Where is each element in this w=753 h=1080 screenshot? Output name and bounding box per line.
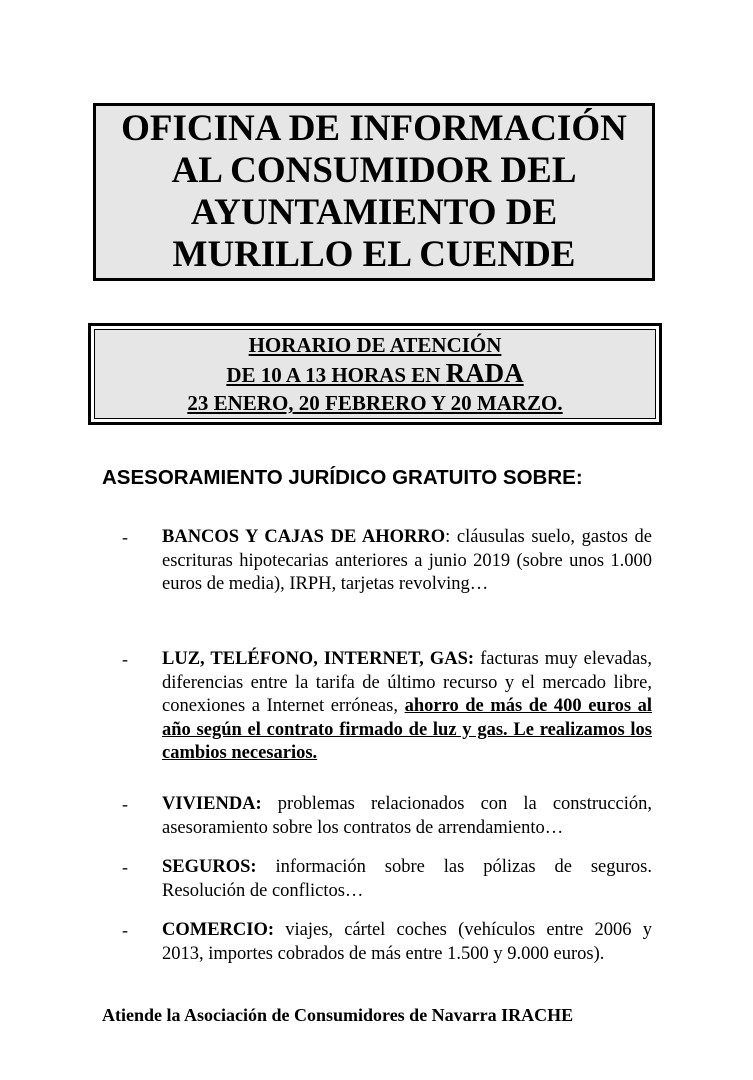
list-item-highlight: ahorro de más de 400 euros al año según el contrato firmado de luz y gas. Le realizamos los cambios necesarios. xyxy=(162,696,652,763)
list-item-insurance xyxy=(122,856,652,903)
list-item-housing xyxy=(122,793,652,840)
list-item-text xyxy=(162,793,652,840)
list-item-text xyxy=(162,648,652,766)
list-item-commerce xyxy=(122,919,652,966)
list-item-utilities xyxy=(122,648,652,766)
list-item-body: : cláusulas suelo, gastos de escrituras hipotecarias anteriores a junio 2019 (sobre unos 1.000 euros de media), IRPH, tarjetas revolving… xyxy=(162,527,653,594)
list-item-label: BANCOS Y CAJAS DE AHORRO xyxy=(162,527,446,547)
section-heading: ASESORAMIENTO JURÍDICO GRATUITO SOBRE: xyxy=(102,466,583,489)
hours-time-place xyxy=(226,359,523,389)
hours-place: RADA xyxy=(445,358,524,388)
list-item-text xyxy=(162,856,652,903)
list-dash: - xyxy=(122,527,128,547)
list-item-text xyxy=(162,526,652,597)
list-item-text xyxy=(162,919,652,966)
list-item-label: COMERCIO: xyxy=(162,920,275,940)
list-item-label: VIVIENDA: xyxy=(162,794,262,814)
list-item-body: viajes, cártel coches (vehículos entre 2006 y 2013, importes cobrados de más entre 1.500 y 9.000 euros). xyxy=(162,920,652,964)
list-item-banks xyxy=(122,526,652,597)
hours-inner xyxy=(94,329,656,419)
hours-heading: HORARIO DE ATENCIÓN xyxy=(248,333,502,357)
list-dash: - xyxy=(122,649,128,669)
list-dash: - xyxy=(122,857,128,877)
list-item-body: información sobre las pólizas de seguros. Resolución de conflictos… xyxy=(162,857,652,901)
hours-box xyxy=(88,323,662,425)
list-item-body: facturas muy elevadas, diferencias entre la tarifa de último recurso y el mercado libre, conexiones a Internet erróneas, xyxy=(162,649,652,716)
hours-time: DE 10 A 13 HORAS EN xyxy=(226,363,446,387)
title-box xyxy=(93,103,655,281)
list-item-body: problemas relacionados con la construcción, asesoramiento sobre los contratos de arrendamiento… xyxy=(162,794,652,838)
title-line-2: AL CONSUMIDOR DEL xyxy=(171,150,577,191)
list-item-label: SEGUROS: xyxy=(162,857,257,877)
list-dash: - xyxy=(122,920,128,940)
list-item-label: LUZ, TELÉFONO, INTERNET, GAS: xyxy=(162,649,475,669)
title-line-3: AYUNTAMIENTO DE xyxy=(190,192,558,233)
footer-note: Atiende la Asociación de Consumidores de Navarra IRACHE xyxy=(102,1005,574,1025)
title-line-1: OFICINA DE INFORMACIÓN xyxy=(121,108,627,149)
title-line-4: MURILLO EL CUENDE xyxy=(172,234,576,275)
list-dash: - xyxy=(122,794,128,814)
hours-dates: 23 ENERO, 20 FEBRERO Y 20 MARZO. xyxy=(187,391,563,415)
